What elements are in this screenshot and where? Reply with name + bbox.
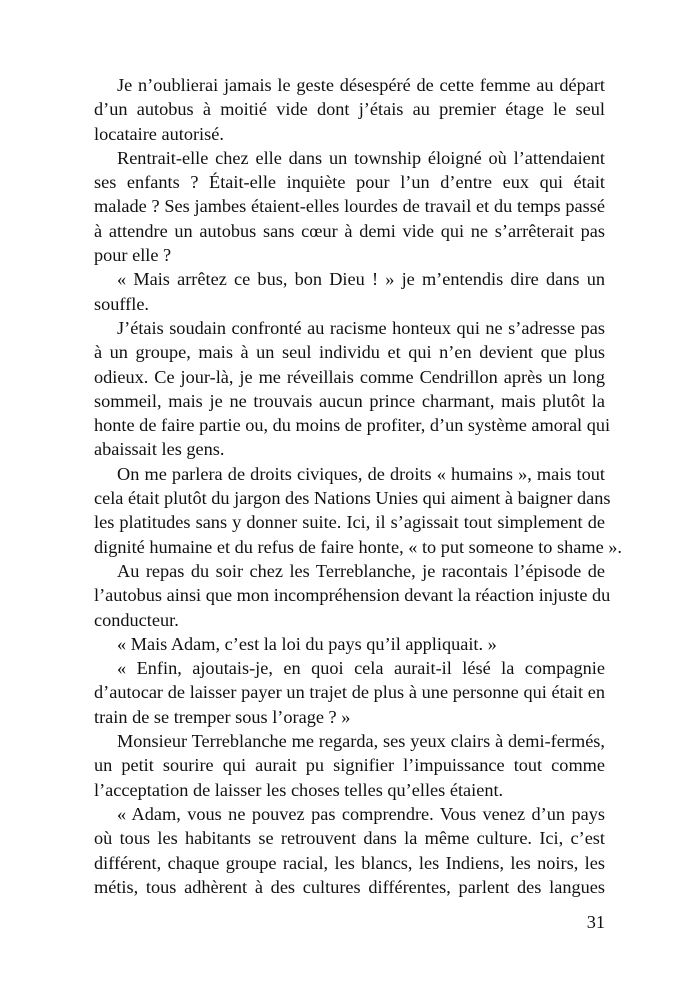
text-line: Au repas du soir chez les Terreblanche, je racontais l’épisode de [117,560,605,581]
paragraph [94,462,622,559]
text-line: On me parlera de droits civiques, de droits « humains », mais tout [117,463,605,484]
text-line: « Enfin, ajoutais-je, en quoi cela aurait-il lésé la compagnie [117,658,605,679]
text-line: où tous les habitants se retrouvent dans la même culture. Ici, c’est [94,828,605,849]
paragraph [94,146,605,267]
paragraph [94,656,605,729]
text-line: métis, tous adhèrent à des cultures différentes, parlent des langues [94,876,605,897]
text-line: d’un autobus à moitié vide dont j’étais au premier étage le seul [94,99,605,120]
page-number: 31 [586,912,605,932]
text-line: l’acceptation de laisser les choses telles qu’elles étaient. [94,779,504,800]
text-line: cela était plutôt du jargon des Nations Unies qui aiment à baigner dans [94,488,611,509]
text-line: différent, chaque groupe racial, les blancs, les Indiens, les noirs, les [94,852,605,873]
text-line: locataire autorisé. [94,123,224,144]
text-line: « Mais arrêtez ce bus, bon Dieu ! » je m’entendis dire dans un [117,269,605,290]
text-line: un petit sourire qui aurait pu signifier l’impuissance tout comme [94,755,605,776]
text-line: odieux. Ce jour-là, je me réveillais comme Cendrillon après un long [94,366,605,387]
text-line: J’étais soudain confronté au racisme honteux qui ne s’adresse pas [117,317,605,338]
text-line: « Adam, vous ne pouvez pas comprendre. Vous venez d’un pays [117,803,605,824]
text-line: Monsieur Terreblanche me regarda, ses yeux clairs à demi-fermés, [117,731,605,752]
paragraph [94,632,605,656]
text-line: les platitudes sans y donner suite. Ici, il s’agissait tout simplement de [94,512,605,533]
paragraph [94,316,611,462]
paragraph [94,729,605,802]
text-line: dignité humaine et du refus de faire honte, « to put someone to shame ». [94,536,622,557]
text-line: souffle. [94,293,150,314]
text-line: sommeil, mais je ne trouvais aucun prince charmant, mais plutôt la [94,390,605,411]
text-line: pour elle ? [94,245,172,266]
paragraph [94,267,605,316]
text-line: honte de faire partie ou, du moins de profiter, d’un système amoral qui [94,415,611,436]
paragraph [94,802,605,899]
text-line: train de se tremper sous l’orage ? » [94,706,351,727]
text-line: ses enfants ? Était-elle inquiète pour l’un d’entre eux qui était [94,172,605,193]
text-line: abaissait les gens. [94,439,225,460]
text-line: à un groupe, mais à un seul individu et qui n’en devient que plus [94,342,605,363]
text-line: Je n’oublierai jamais le geste désespéré de cette femme au départ [117,75,605,95]
text-line: conducteur. [94,609,179,630]
paragraph [94,73,605,146]
text-line: à attendre un autobus sans cœur à demi vide qui ne s’arrêterait pas [94,220,605,241]
page-body-text [94,73,622,899]
text-line: d’autocar de laisser payer un trajet de plus à une personne qui était en [94,682,605,703]
text-line: « Mais Adam, c’est la loi du pays qu’il appliquait. » [117,633,497,654]
text-line: malade ? Ses jambes étaient-elles lourdes de travail et du temps passé [94,196,605,217]
text-line: Rentrait-elle chez elle dans un township éloigné où l’attendaient [117,147,605,168]
text-line: l’autobus ainsi que mon incompréhension devant la réaction injuste du [94,585,611,606]
paragraph [94,559,611,632]
